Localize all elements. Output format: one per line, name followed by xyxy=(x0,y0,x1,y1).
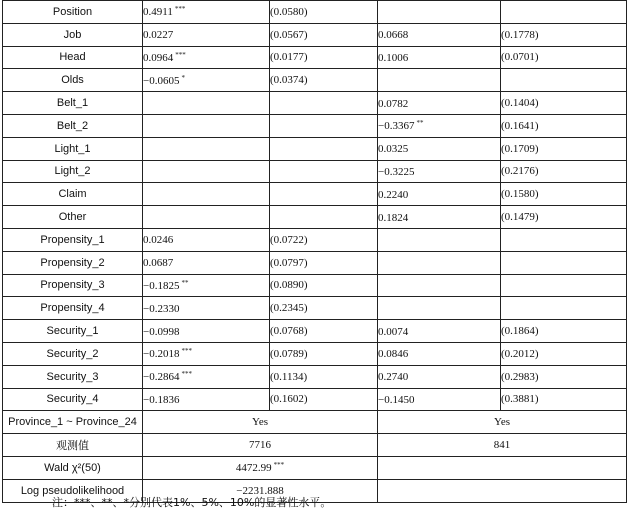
coef-model2 xyxy=(378,1,501,24)
se-model1 xyxy=(270,320,378,343)
coef-model1 xyxy=(143,388,270,411)
significance-stars: * xyxy=(181,73,185,82)
se-model1 xyxy=(270,23,378,46)
se-model2-text: (0.1580) xyxy=(501,188,539,201)
variable-name-text: Security_1 xyxy=(46,325,99,338)
wald-row xyxy=(3,456,627,479)
coef-model2-text: 0.0782 xyxy=(378,97,409,110)
se-model2-text: (0.1404) xyxy=(501,97,539,110)
se-model1 xyxy=(270,183,378,206)
variable-name xyxy=(3,114,143,137)
coef-model1 xyxy=(143,365,270,388)
variable-name xyxy=(3,137,143,160)
coef-model1-text: 0.0964 xyxy=(143,51,174,64)
coef-model2-text: 0.2240 xyxy=(378,188,409,201)
se-model2-text: (0.2176) xyxy=(501,165,539,178)
variable-name-text: Belt_1 xyxy=(56,97,89,110)
se-model2-text: (0.1479) xyxy=(501,211,539,224)
se-model1-text: (0.0890) xyxy=(270,279,308,292)
table-row xyxy=(3,92,627,115)
coef-model1 xyxy=(143,228,270,251)
coef-model2-text: 0.0846 xyxy=(378,348,409,361)
se-model2 xyxy=(501,365,627,388)
variable-name-text: Security_3 xyxy=(46,370,99,383)
variable-name-text: Other xyxy=(58,211,87,224)
coef-model1 xyxy=(143,206,270,229)
table-row xyxy=(3,160,627,183)
coef-model1-text: 0.4911 xyxy=(143,6,173,19)
table-row xyxy=(3,137,627,160)
variable-name-text: Light_2 xyxy=(54,165,91,178)
variable-name xyxy=(3,183,143,206)
se-model1 xyxy=(270,114,378,137)
variable-name-text: Propensity_4 xyxy=(40,302,105,315)
table-row xyxy=(3,206,627,229)
se-model2-text: (0.1709) xyxy=(501,142,539,155)
se-model1 xyxy=(270,342,378,365)
variable-name xyxy=(3,342,143,365)
table-row xyxy=(3,342,627,365)
province-row-value xyxy=(143,411,378,434)
variable-name xyxy=(3,206,143,229)
se-model1 xyxy=(270,228,378,251)
se-model2-text: (0.3881) xyxy=(501,393,539,406)
variable-name-text: Belt_2 xyxy=(56,119,89,132)
variable-name xyxy=(3,228,143,251)
coef-model1-text: 0.0687 xyxy=(143,257,174,270)
province-row-value-right: Yes xyxy=(378,411,627,434)
table-row xyxy=(3,46,627,69)
se-model2-text: (0.2983) xyxy=(501,370,539,383)
coef-model2 xyxy=(378,251,501,274)
se-model2 xyxy=(501,388,627,411)
coef-model1 xyxy=(143,114,270,137)
se-model2-text: (0.1641) xyxy=(501,119,539,132)
observations-row-value-text: 7716 xyxy=(249,439,271,452)
se-model1 xyxy=(270,137,378,160)
variable-name-text: Head xyxy=(59,51,86,64)
coef-model2-text: 0.1006 xyxy=(378,51,409,64)
coef-model1 xyxy=(143,92,270,115)
se-model2 xyxy=(501,69,627,92)
coef-model1 xyxy=(143,297,270,320)
se-model1-text: (0.1134) xyxy=(270,370,308,383)
se-model2-text: (0.2012) xyxy=(501,347,539,360)
coef-model2-text: −0.3367 xyxy=(378,120,415,133)
variable-name xyxy=(3,92,143,115)
coef-model2 xyxy=(378,183,501,206)
table-body xyxy=(3,1,627,503)
coef-model1-text: −0.2864 xyxy=(143,371,180,384)
footnote: 注：***、**、*分别代表1%、5%、10%的显著性水平。 xyxy=(52,496,332,509)
se-model1-text: (0.2345) xyxy=(270,302,308,315)
variable-name xyxy=(3,365,143,388)
coef-model2 xyxy=(378,365,501,388)
coef-model1 xyxy=(143,342,270,365)
coef-model1 xyxy=(143,274,270,297)
se-model1-text: (0.0567) xyxy=(270,28,308,41)
variable-name-text: Job xyxy=(63,28,82,41)
significance-stars: *** xyxy=(181,370,192,379)
se-model2-text: (0.1864) xyxy=(501,325,539,338)
coef-model2-text: −0.3225 xyxy=(378,165,415,178)
coef-model2 xyxy=(378,206,501,229)
table-row xyxy=(3,297,627,320)
regression-table xyxy=(2,0,627,503)
se-model1 xyxy=(270,365,378,388)
coef-model1-text: −0.0605 xyxy=(143,74,180,87)
se-model1-text: (0.0177) xyxy=(270,51,308,64)
significance-stars: ** xyxy=(416,119,424,128)
significance-stars: *** xyxy=(273,461,285,470)
coef-model2-text: −0.1450 xyxy=(378,393,415,406)
coef-model1-text: −0.2018 xyxy=(143,348,180,361)
table-row xyxy=(3,388,627,411)
se-model2 xyxy=(501,114,627,137)
wald-row-value xyxy=(143,456,378,479)
table-row xyxy=(3,274,627,297)
se-model2 xyxy=(501,251,627,274)
coef-model2-text: 0.1824 xyxy=(378,211,409,224)
significance-stars: *** xyxy=(181,347,192,356)
coef-model1-text: −0.2330 xyxy=(143,302,180,315)
coef-model1-text: −0.1825 xyxy=(143,279,180,292)
table-row xyxy=(3,251,627,274)
variable-name xyxy=(3,160,143,183)
coef-model1 xyxy=(143,251,270,274)
coef-model2 xyxy=(378,320,501,343)
coef-model2-text: 0.0074 xyxy=(378,325,409,338)
se-model1 xyxy=(270,69,378,92)
se-model2-text: (0.1778) xyxy=(501,28,539,41)
observations-row-value xyxy=(143,434,378,457)
coef-model2 xyxy=(378,92,501,115)
se-model2 xyxy=(501,297,627,320)
significance-stars: *** xyxy=(174,5,186,14)
variable-name xyxy=(3,23,143,46)
coef-model2 xyxy=(378,46,501,69)
coef-model1 xyxy=(143,1,270,24)
coef-model2 xyxy=(378,342,501,365)
se-model2-text: (0.0701) xyxy=(501,51,539,64)
coef-model1 xyxy=(143,46,270,69)
coef-model2 xyxy=(378,388,501,411)
se-model2 xyxy=(501,137,627,160)
variable-name-text: Light_1 xyxy=(54,142,91,155)
se-model1 xyxy=(270,297,378,320)
variable-name xyxy=(3,297,143,320)
se-model2 xyxy=(501,46,627,69)
se-model1 xyxy=(270,1,378,24)
significance-stars: ** xyxy=(181,278,189,287)
variable-name-text: Position xyxy=(52,5,93,18)
se-model1 xyxy=(270,92,378,115)
se-model1-text: (0.0797) xyxy=(270,256,308,269)
coef-model1 xyxy=(143,160,270,183)
variable-name-text: Security_2 xyxy=(46,347,99,360)
wald-row-label: Wald χ²(50) xyxy=(3,456,143,479)
se-model1 xyxy=(270,251,378,274)
observations-row-label: 观测值 xyxy=(3,434,143,457)
loglik-row-value-text: −2231.888 xyxy=(236,484,284,497)
coef-model1-text: 0.0246 xyxy=(143,234,174,247)
se-model1 xyxy=(270,160,378,183)
coef-model1-text: −0.0998 xyxy=(143,325,180,338)
variable-name xyxy=(3,274,143,297)
se-model2 xyxy=(501,228,627,251)
se-model1-text: (0.0580) xyxy=(270,5,308,18)
se-model1-text: (0.0374) xyxy=(270,74,308,87)
se-model1-text: (0.0789) xyxy=(270,347,308,360)
se-model1-text: (0.0768) xyxy=(270,325,308,338)
table-row xyxy=(3,320,627,343)
se-model2 xyxy=(501,23,627,46)
se-model2 xyxy=(501,206,627,229)
variable-name xyxy=(3,320,143,343)
coef-model2-text: 0.0325 xyxy=(378,143,409,156)
coef-model2-text: 0.2740 xyxy=(378,371,409,384)
coef-model2 xyxy=(378,69,501,92)
se-model1 xyxy=(270,274,378,297)
variable-name-text: Propensity_3 xyxy=(40,279,105,292)
variable-name xyxy=(3,251,143,274)
loglik-row-label: Log pseudolikelihood xyxy=(3,479,143,502)
table-row xyxy=(3,69,627,92)
se-model1 xyxy=(270,206,378,229)
variable-name-text: Propensity_1 xyxy=(40,233,105,246)
table-row xyxy=(3,228,627,251)
coef-model1 xyxy=(143,320,270,343)
observations-row xyxy=(3,434,627,457)
se-model2 xyxy=(501,183,627,206)
coef-model1 xyxy=(143,137,270,160)
se-model1-text: (0.1602) xyxy=(270,393,308,406)
se-model2 xyxy=(501,160,627,183)
coef-model2 xyxy=(378,274,501,297)
variable-name-text: Security_4 xyxy=(46,393,99,406)
coef-model2 xyxy=(378,114,501,137)
observations-row-value-right: 841 xyxy=(378,434,627,457)
coef-model2 xyxy=(378,160,501,183)
variable-name xyxy=(3,1,143,24)
province-row xyxy=(3,411,627,434)
coef-model2 xyxy=(378,297,501,320)
se-model2 xyxy=(501,92,627,115)
se-model1-text: (0.0722) xyxy=(270,233,308,246)
variable-name xyxy=(3,46,143,69)
se-model2 xyxy=(501,274,627,297)
table-row xyxy=(3,183,627,206)
coef-model1 xyxy=(143,69,270,92)
coef-model1 xyxy=(143,183,270,206)
province-row-value-text: Yes xyxy=(251,416,268,429)
coef-model1-text: −0.1836 xyxy=(143,393,180,406)
coef-model1-text: 0.0227 xyxy=(143,29,174,42)
se-model1 xyxy=(270,388,378,411)
se-model1 xyxy=(270,46,378,69)
se-model2 xyxy=(501,1,627,24)
coef-model2 xyxy=(378,23,501,46)
table-row xyxy=(3,23,627,46)
table-row xyxy=(3,114,627,137)
significance-stars: *** xyxy=(175,50,186,59)
table-row xyxy=(3,1,627,24)
province-row-label: Province_1 ~ Province_24 xyxy=(3,411,143,434)
coef-model1 xyxy=(143,23,270,46)
variable-name-text: Olds xyxy=(61,74,84,87)
wald-row-value-right xyxy=(378,456,627,479)
se-model2 xyxy=(501,320,627,343)
variable-name xyxy=(3,69,143,92)
se-model2 xyxy=(501,342,627,365)
variable-name xyxy=(3,388,143,411)
coef-model2 xyxy=(378,228,501,251)
coef-model2-text: 0.0668 xyxy=(378,29,409,42)
wald-row-value-text: 4472.99 xyxy=(235,462,272,475)
coef-model2 xyxy=(378,137,501,160)
table-row xyxy=(3,365,627,388)
loglik-row-value-right xyxy=(378,479,627,502)
variable-name-text: Claim xyxy=(58,188,87,201)
variable-name-text: Propensity_2 xyxy=(40,256,105,269)
